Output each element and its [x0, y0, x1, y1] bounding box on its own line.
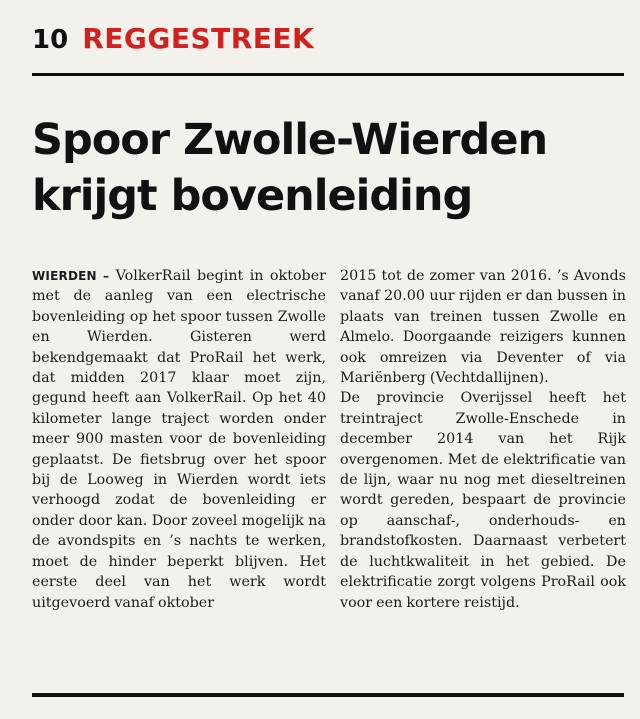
- article-paragraph: [32, 266, 326, 613]
- page-header: [32, 22, 314, 60]
- article-column-right: [340, 266, 626, 613]
- body-text-left: VolkerRail begint in oktober met de aanleg van een electrische bovenleiding op het spoor tussen Zwolle en Wierden. Gisteren werd bekendgemaakt dat ProRail het werk, dat midden 2017 klaar moet zijn, gegund heeft aan VolkerRail. Op het 40 kilometer lange traject worden onder meer 900 masten voor de bovenleiding geplaatst. De fietsbrug over het spoor bij de Looweg in Wierden wordt iets verhoogd zodat de bovenleiding er onder door kan. Door zoveel mogelijk na de avondspits en ’s nachts te werken, moet de hinder beperkt blijven. Het eerste deel van het werk wordt uitgevoerd vanaf oktober: [32, 268, 327, 611]
- dateline: WIERDEN –: [32, 269, 110, 283]
- section-title: REGGESTREEK: [82, 22, 315, 55]
- body-text-right-2: De provincie Overijssel heeft het treintraject Zwolle-Enschede in december 2014 van het Rijk overgenomen. Met de elektrificatie van de lijn, waar nu nog met dieseltreinen wordt gereden, bespaart de provincie op aanschaf-, onderhouds- en brandstofkosten. Daarnaast verbetert de luchtkwaliteit in het gebied. De elektrificatie zorgt volgens ProRail ook voor een kortere reistijd.: [340, 390, 626, 611]
- article-column-left: [32, 266, 326, 613]
- bottom-rule: [32, 693, 624, 697]
- top-rule: [32, 73, 624, 76]
- body-text-right-1: 2015 tot de zomer van 2016. ’s Avonds vanaf 20.00 uur rijden er dan bussen in plaats van treinen tussen Zwolle en Almelo. Doorgaande reizigers kunnen ook omreizen via Deventer of via Mariënberg (Vechtdallijnen).: [340, 268, 626, 387]
- article-headline: Spoor Zwolle-Wierden krijgt bovenleiding: [32, 115, 548, 221]
- page-number: 10: [32, 25, 69, 55]
